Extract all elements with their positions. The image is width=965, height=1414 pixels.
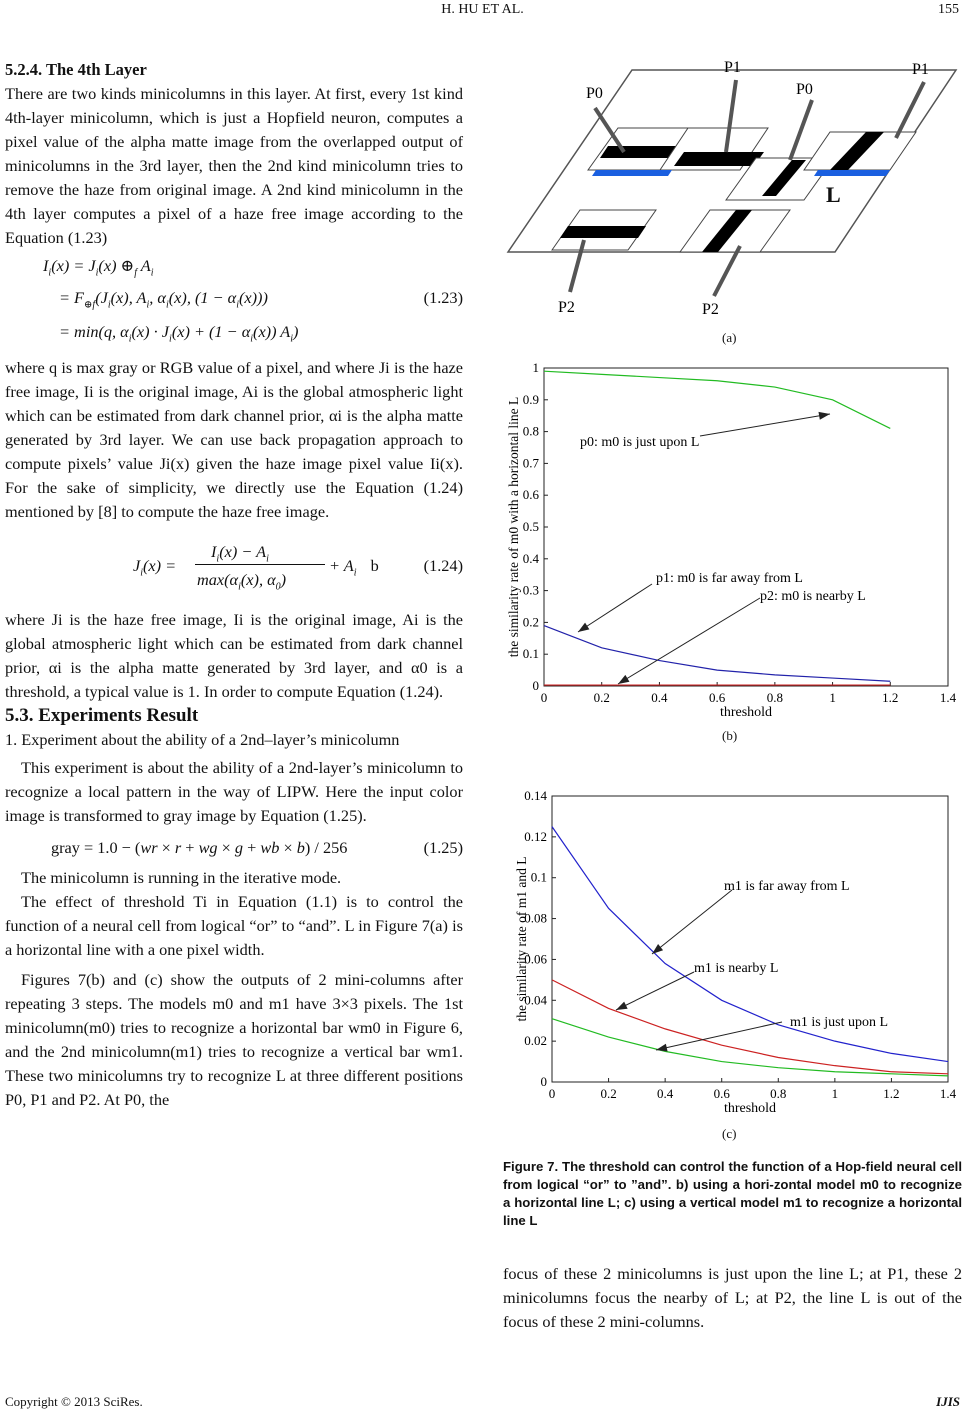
pointer-line (714, 246, 740, 296)
figure-7b-chart (500, 358, 965, 728)
y-tick-label: 0.06 (524, 951, 547, 967)
y-tick-label: 0.7 (522, 455, 539, 471)
y-tick-label: 0 (540, 1074, 547, 1089)
x-tick-label: 1 (829, 690, 836, 705)
x-axis-label: threshold (723, 1101, 777, 1116)
x-tick-label: 0.4 (657, 1086, 674, 1101)
paragraph: where q is max gray or RGB value of a pixel, and where Ji is the haze free image, Ii is the original image, Ai is the global atmospheric light which can be estimated from dark channel prior, αi is the alpha matte generated by 3rd layer. We can use back propagation approach to compute pixels’ value Ji(x) given the haze image pixel value Ii(x). For the sake of simplicity, we directly use the Equation (1.24) mentioned by [8] to compute the haze free image. (5, 358, 463, 521)
paragraph: The minicolumn is running in the iterative mode. (21, 868, 342, 887)
horizontal-bar (674, 152, 764, 166)
x-tick-label: 0.8 (770, 1086, 787, 1101)
equation-number: (1.24) (423, 556, 463, 575)
annotation: m1 is just upon L (790, 1015, 889, 1030)
right-paragraph: focus of these 2 minicolumns is just upon the line L; at P1, these 2 minicolumns focus the nearby of L; at P2, the line L is out of the focus of these 2 mini-columns. (503, 1264, 962, 1331)
x-tick-label: 0.6 (713, 1086, 730, 1101)
annotation: p2: m0 is nearby L (760, 589, 866, 604)
y-tick-label: 0.12 (524, 828, 547, 844)
left-column (5, 58, 463, 1112)
equation-1-24: $I_i(x) - A_i$ $J_i(x)$ = $\max(\alpha_i(x)$, $\alpha_0$) + $A_i$ b (1.24) (133, 542, 463, 593)
label-P1: P1 (724, 59, 741, 76)
paragraph: where Ji is the haze free image, Ii is the original image, Ai is the global atmospheric light which can be estimated from dark channel prior, αi is the alpha matte generated by 3rd layer, and α0 is a threshold, a typical value is 1. In order to compute Equation (1.24). (5, 610, 463, 701)
label-P1: P1 (912, 61, 929, 78)
label-P2: P2 (702, 301, 719, 318)
equation-1-25: gray = 1.0 − (wr × r + wg × g + wb × b) / 256 (1.25) (51, 832, 463, 862)
y-tick-label: 0.8 (522, 423, 539, 439)
plot-frame (552, 796, 948, 1082)
y-tick-label: 1 (532, 360, 539, 375)
x-tick-label: 0.2 (593, 690, 610, 705)
y-tick-label: 0.14 (524, 788, 547, 803)
paragraph: This experiment is about the ability of a 2nd-layer’s minicolumn to recognize a local pattern in the way of LIPW. Here the input color image is transformed to gray image by Equation (1.25). (5, 758, 463, 825)
y-axis-label: the similarity rate of m1 and L (514, 856, 529, 1022)
running-head: H. HU ET AL. (441, 2, 524, 17)
panel-b-caption: (b) (722, 728, 738, 743)
annotation: p1: m0 is far away from L (656, 571, 803, 586)
equation-number: (1.25) (423, 838, 463, 857)
y-tick-label: 0.04 (524, 992, 547, 1008)
equation-1-23: $I_i(x) = J_i(x)$ $\oplus_f$ $A_i$ = $F_{\oplus f}(J_i(x)$, $A_i$, $\alpha_i(x)$, $(1 - \alpha_i(x))$) = min(q, $\alpha_i(x) \cdot J_i(x) + (1 - \alpha_i(x))$ $A_i$) (1.23) (43, 256, 463, 345)
y-tick-label: 0 (532, 678, 539, 693)
panel-c-caption: (c) (722, 1126, 737, 1141)
x-tick-label: 0.8 (766, 690, 783, 705)
list-item: 1. Experiment about the ability of a 2nd–layer’s minicolumn (5, 730, 400, 749)
x-axis-label: threshold (719, 705, 773, 720)
x-tick-label: 0 (548, 1086, 556, 1101)
figure-7a-diagram (500, 40, 965, 340)
y-tick-label: 0.3 (522, 582, 539, 598)
y-tick-label: 0.02 (524, 1033, 547, 1049)
copyright: Copyright © 2013 SciRes. (5, 1394, 143, 1409)
x-tick-label: 0.6 (709, 690, 726, 705)
section-heading-524: 5.2.4. The 4th Layer (5, 60, 147, 79)
y-axis-label: the similarity rate of m0 with a horizontal line L (506, 396, 521, 658)
annotation: m1 is far away from L (724, 879, 850, 894)
y-tick-label: 0.1 (530, 869, 547, 885)
figure-caption: Figure 7. The threshold can control the function of a Hop-field neural cell from logical “or” to ”and”. b) using a hori-zontal model m0 to recognize a horizontal line L; c) using a vertical model m1 to recognize a horizontal line L (503, 1159, 962, 1228)
horizontal-bar (560, 226, 646, 238)
label-P0: P0 (586, 85, 603, 102)
x-tick-label: 1.2 (882, 690, 899, 705)
annotation: m1 is nearby L (694, 961, 779, 976)
y-tick-label: 0.08 (524, 910, 547, 926)
y-tick-label: 0.4 (522, 550, 539, 566)
x-tick-label: 0.2 (600, 1086, 617, 1101)
equation-number: (1.23) (423, 288, 463, 307)
panel-a-caption: (a) (722, 330, 737, 345)
y-tick-label: 0.9 (522, 391, 539, 407)
section-heading-53: 5.3. Experiments Result (5, 705, 199, 726)
x-tick-label: 1.2 (883, 1086, 900, 1101)
x-tick-label: 0.4 (651, 690, 668, 705)
line-L (592, 170, 672, 176)
line-L (814, 170, 890, 176)
x-tick-label: 0 (540, 690, 548, 705)
label-P2: P2 (558, 299, 575, 316)
label-L: L (826, 182, 841, 207)
y-tick-label: 0.1 (522, 646, 539, 662)
page-number: 155 (938, 2, 959, 17)
paragraph: The effect of threshold Ti in Equation (1.1) is to control the function of a neural cell from logical “or” to “and”. L in Figure 7(a) is a horizontal line with a one pixel width. (5, 892, 463, 959)
x-tick-label: 1 (831, 1086, 839, 1101)
figure-7c-chart (500, 786, 965, 1126)
x-tick-label: 1.4 (939, 690, 957, 705)
y-tick-label: 0.6 (522, 487, 539, 503)
label-P0: P0 (796, 81, 813, 98)
plot-frame (544, 368, 948, 686)
paragraph: There are two kinds minicolumns in this layer. At first, every 1st kind 4th-layer minicolumn, which is just a Hopfield neuron, computes a pixel value of the alpha matte image from the overlapped output of minicolumns in the 3rd layer, then the 2nd kind minicolumn tries to remove the haze from original image. A 2nd kind minicolumn in the 4th layer computes a pixel of a haze free image according to the Equation (1.23) (5, 84, 463, 247)
page-footer (5, 1394, 960, 1410)
y-tick-label: 0.5 (522, 519, 539, 534)
journal-name: IJIS (936, 1394, 960, 1409)
y-tick-label: 0.2 (522, 614, 539, 630)
annotation: p0: m0 is just upon L (580, 435, 700, 450)
paragraph: Figures 7(b) and (c) show the outputs of 2 mini-columns after repeating 3 steps. The models m0 and m1 have 3×3 pixels. The 1st minicolumn(m0) tries to recognize a horizontal bar wm0 in Figure 6, and the 2nd minicolumn(m1) tries to recognize a vertical bar wm1. These two minicolumns try to recognize L at three different positions P0, P1 and P2. At P0, the (5, 970, 463, 1109)
x-tick-label: 1.4 (939, 1086, 957, 1101)
